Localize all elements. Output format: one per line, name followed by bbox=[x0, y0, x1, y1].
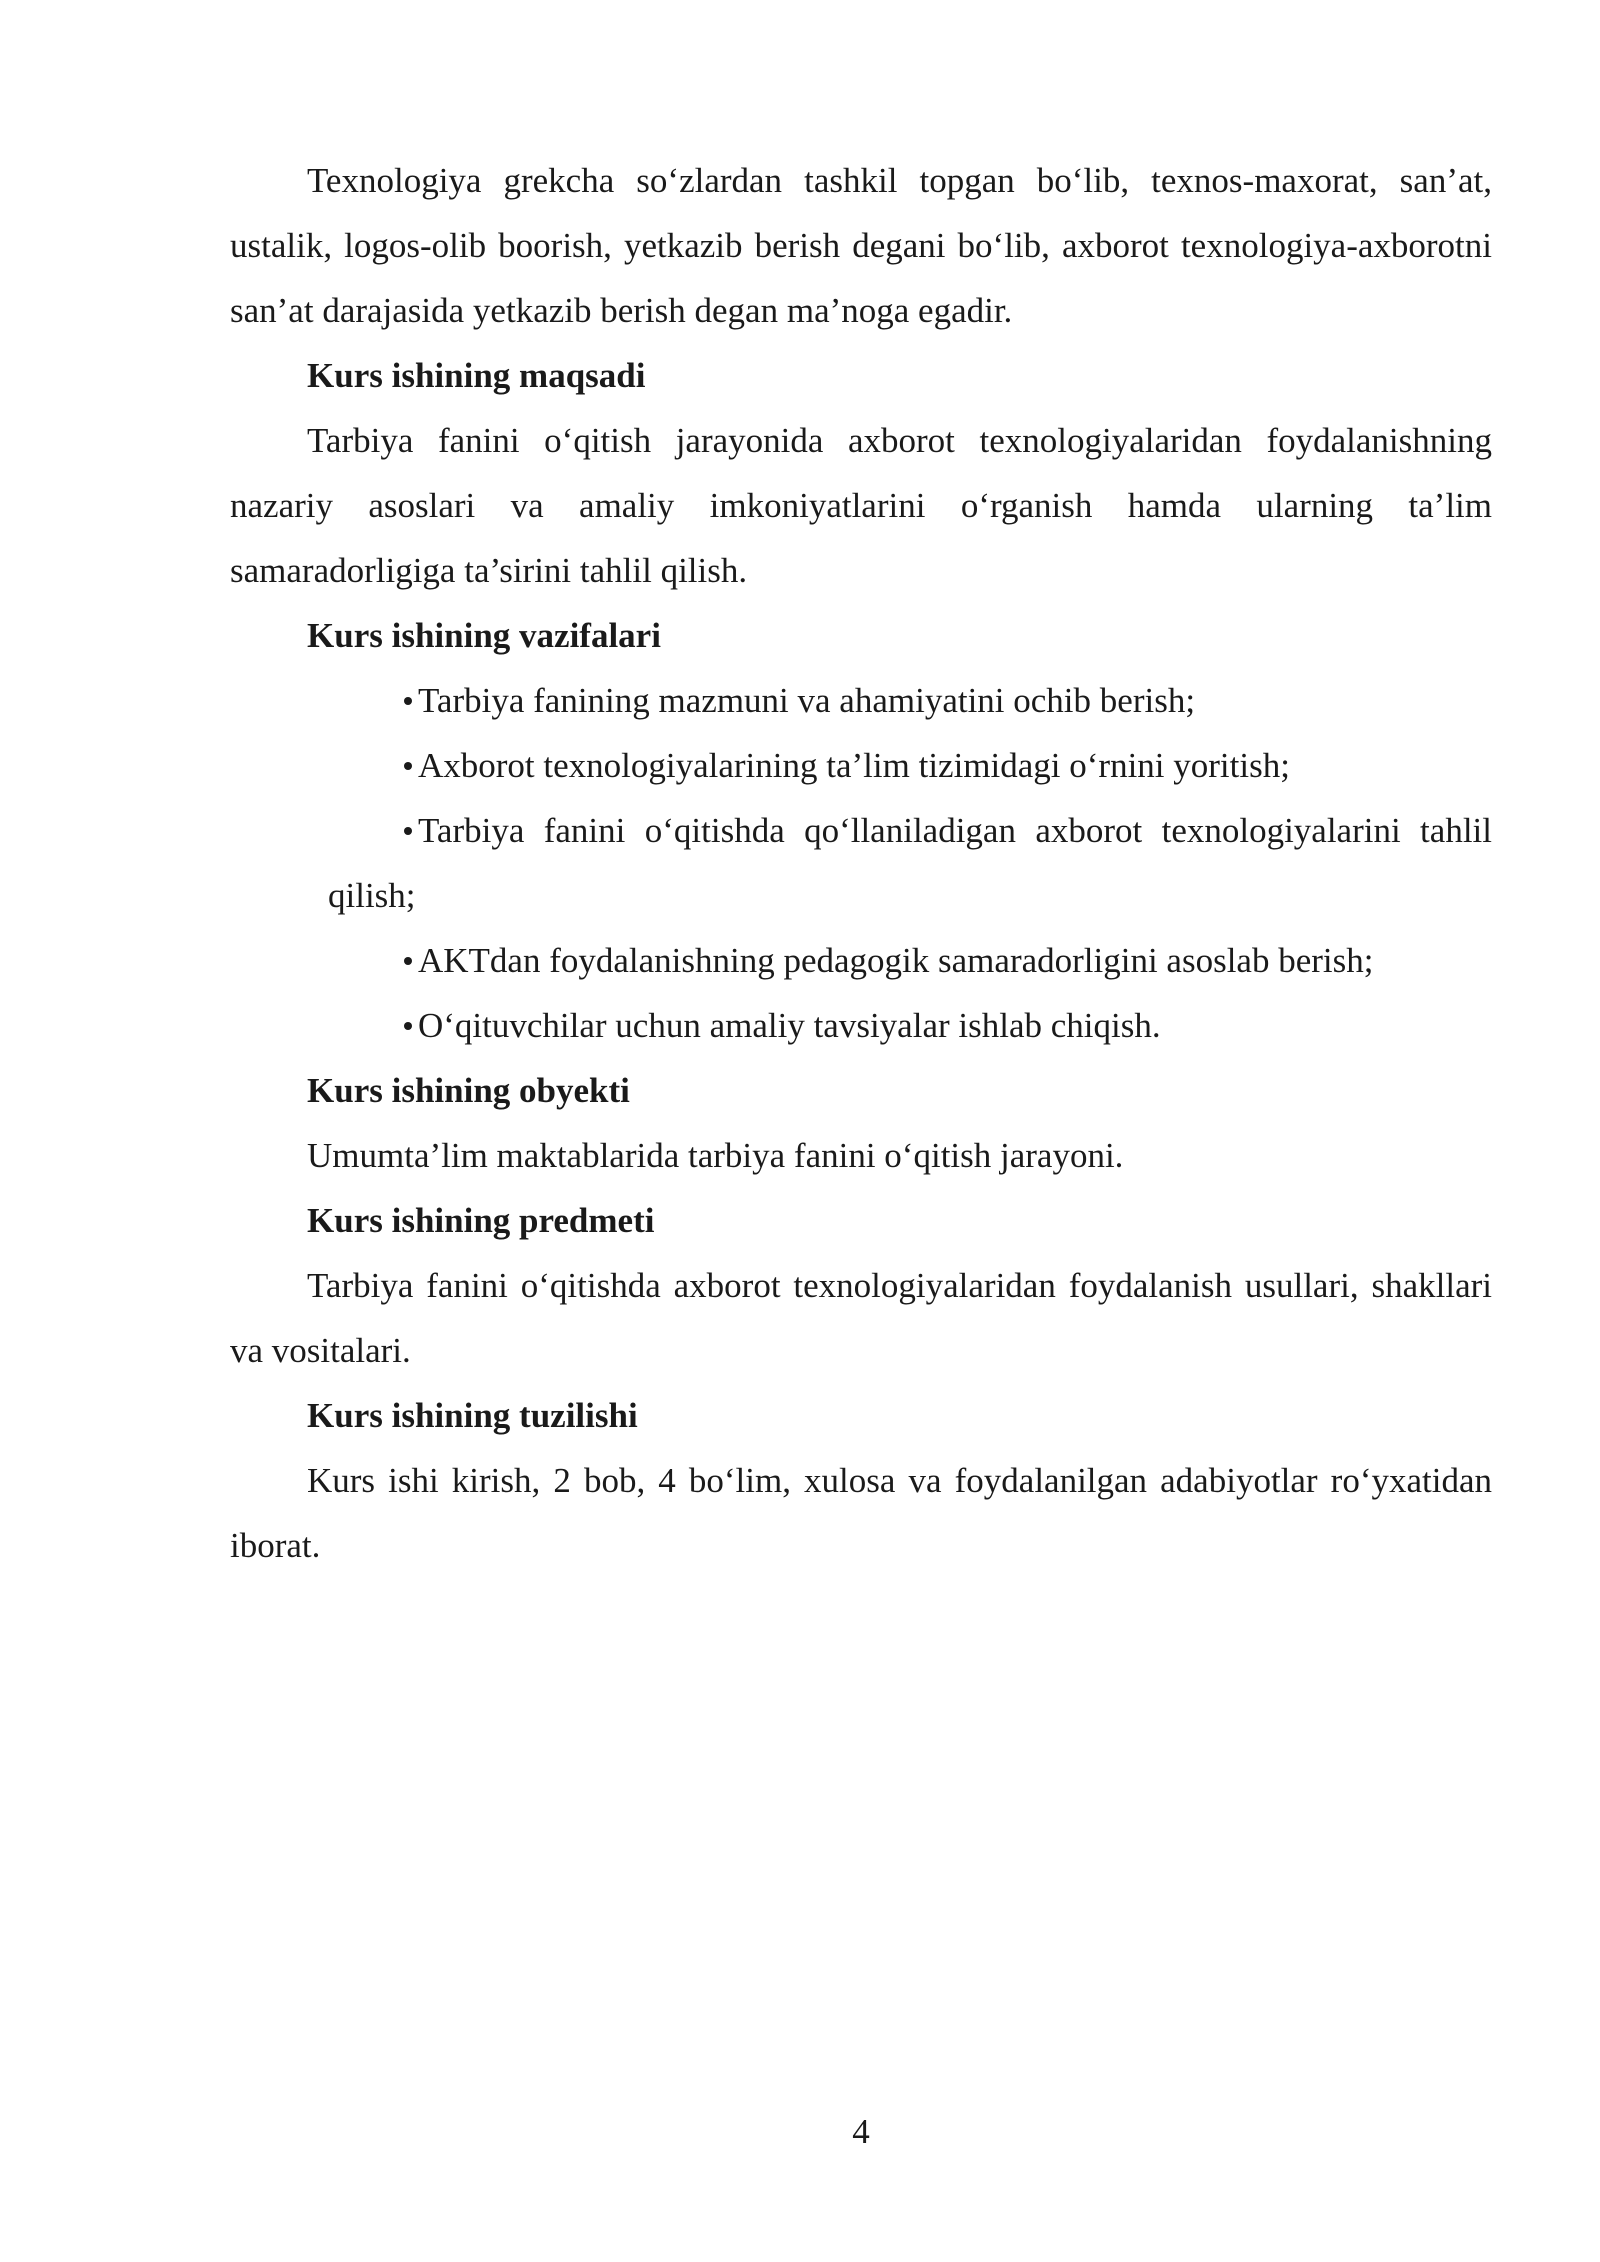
bullet-icon bbox=[404, 697, 412, 705]
subject-paragraph: Tarbiya fanini o‘qitishda axborot texnologiyalaridan foydalanish usullari, shakllari va vositalari. bbox=[230, 1266, 1492, 1370]
page-number: 4 bbox=[852, 2112, 870, 2151]
list-item bbox=[328, 928, 1492, 993]
list-item bbox=[328, 733, 1492, 798]
list-item bbox=[328, 993, 1492, 1058]
goal-paragraph: Tarbiya fanini o‘qitish jarayonida axborot texnologiyalaridan foydalanishning nazariy asoslari va amaliy imkoniyatlarini o‘rganish hamda ularning ta’lim samaradorligiga ta’sirini tahlil qilish. bbox=[230, 421, 1492, 590]
goal-heading: Kurs ishining maqsadi bbox=[307, 356, 646, 395]
subject-heading: Kurs ishining predmeti bbox=[307, 1201, 655, 1240]
document-page bbox=[230, 148, 1492, 1578]
list-item-text: Tarbiya fanining mazmuni va ahamiyatini ochib berish; bbox=[418, 681, 1196, 720]
object-heading: Kurs ishining obyekti bbox=[307, 1071, 630, 1110]
tasks-heading: Kurs ishining vazifalari bbox=[307, 616, 661, 655]
list-item-text: O‘qituvchilar uchun amaliy tavsiyalar ishlab chiqish. bbox=[418, 1006, 1161, 1045]
bullet-icon bbox=[404, 957, 412, 965]
bullet-icon bbox=[404, 762, 412, 770]
list-item bbox=[328, 798, 1492, 928]
object-paragraph: Umumta’lim maktablarida tarbiya fanini o‘qitish jarayoni. bbox=[307, 1136, 1124, 1175]
list-item bbox=[328, 668, 1492, 733]
tasks-list bbox=[230, 668, 1492, 1058]
intro-paragraph: Texnologiya grekcha so‘zlardan tashkil topgan bo‘lib, texnos-maxorat, san’at, ustalik, logos-olib boorish, yetkazib berish degani bo‘lib, axborot texnologiya-axborotni san’at darajasida yetkazib berish degan ma’noga egadir. bbox=[230, 161, 1492, 330]
list-item-text: Axborot texnologiyalarining ta’lim tizimidagi o‘rnini yoritish; bbox=[418, 746, 1290, 785]
structure-heading: Kurs ishining tuzilishi bbox=[307, 1396, 638, 1435]
list-item-text: AKTdan foydalanishning pedagogik samaradorligini asoslab berish; bbox=[418, 941, 1374, 980]
bullet-icon bbox=[404, 1022, 412, 1030]
list-item-text: Tarbiya fanini o‘qitishda qo‘llaniladigan axborot texnologiyalarini tahlil qilish; bbox=[328, 811, 1492, 915]
structure-paragraph: Kurs ishi kirish, 2 bob, 4 bo‘lim, xulosa va foydalanilgan adabiyotlar ro‘yxatidan iborat. bbox=[230, 1461, 1492, 1565]
bullet-icon bbox=[404, 827, 412, 835]
